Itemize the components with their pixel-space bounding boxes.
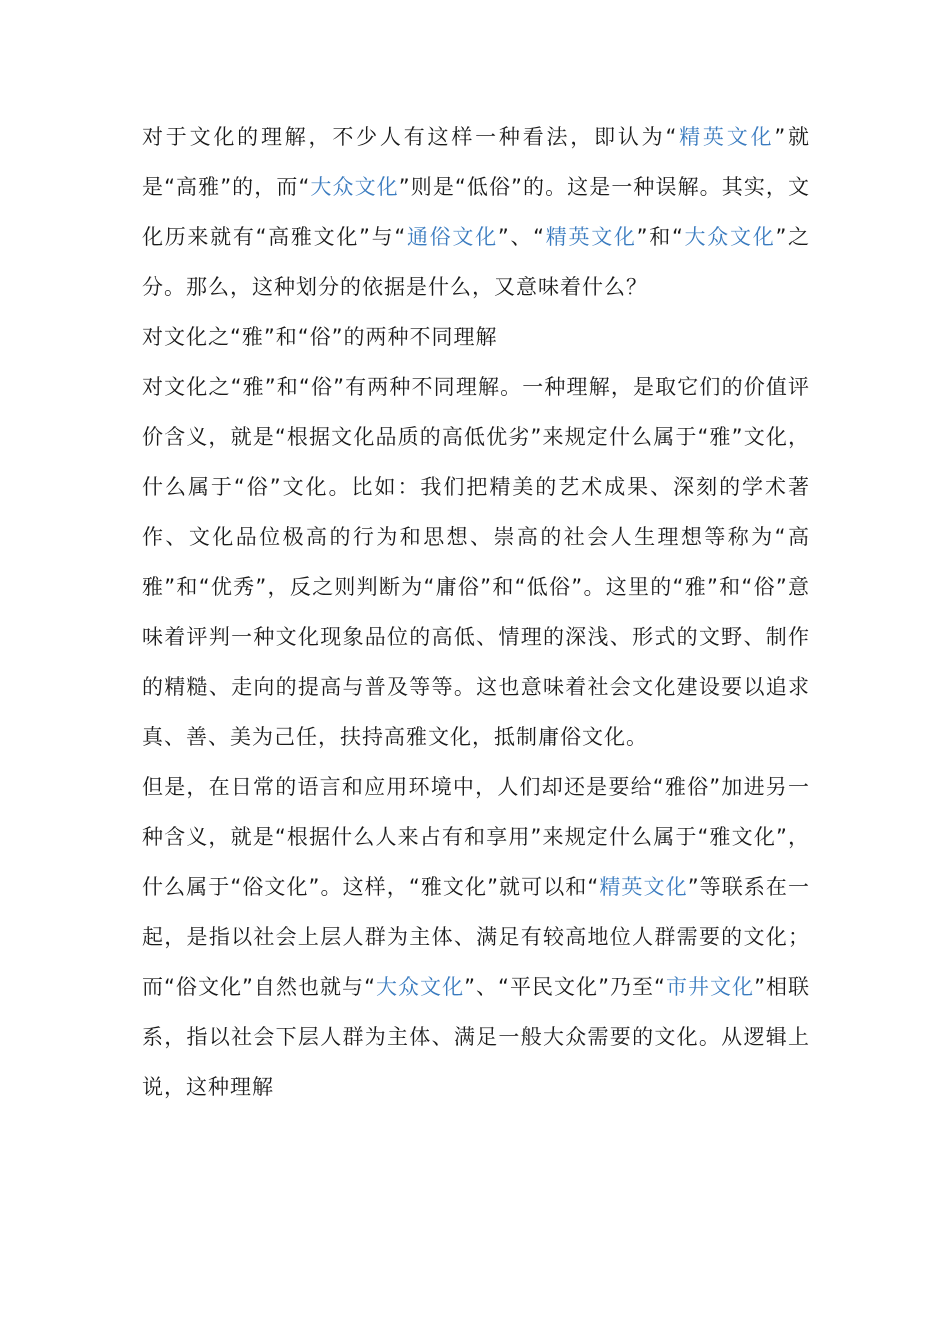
text-segment: 对文化之“雅”和“俗”有两种不同理解。一种理解，是取它们的价值评价含义，就是“根据文化品质的高低优劣”来规定什么属于“雅”文化，什么属于“俗”文化。比如：我们把精美的艺术成果、深刻的学术著作、文化品位极高的行为和思想、崇高的社会人生理想等称为“高雅”和“优秀”，反之则判断为“庸俗”和“低俗”。这里的“雅”和“俗”意味着评判一种文化现象品位的高低、情理的深浅、形式的文野、制作的精糙、走向的提高与普及等等。这也意味着社会文化建设要以追求真、善、美为己任，扶持高雅文化，抵制庸俗文化。 — [142, 375, 810, 749]
text-segment: 对文化之“雅”和“俗”的两种不同理解 — [142, 325, 498, 349]
term-link[interactable]: 通俗文化 — [406, 225, 498, 249]
text-segment: ”、“ — [497, 225, 546, 249]
text-segment: 对于文化的理解，不少人有这样一种看法，即认为“ — [142, 125, 678, 149]
term-link[interactable]: 市井文化 — [665, 975, 755, 999]
text-segment: ”就是“高雅”的，而“ — [142, 125, 810, 199]
text-segment: ”相联系，指以社会下层人群为主体、满足一般大众需要的文化。从逻辑上说，这种理解 — [142, 975, 811, 1099]
paragraph-intro — [142, 112, 810, 312]
term-link[interactable]: 精英文化 — [599, 875, 688, 899]
text-segment: ”之分。那么，这种划分的依据是什么，又意味着什么？ — [142, 225, 811, 299]
document-body — [142, 112, 810, 1112]
paragraph-social-group — [142, 762, 810, 1112]
term-link[interactable]: 精英文化 — [545, 225, 637, 249]
text-segment: 但是，在日常的语言和应用环境中，人们却还是要给“雅俗”加进另一种含义，就是“根据什么人来占有和享用”来规定什么属于“雅文化”，什么属于“俗文化”。这样，“雅文化”就可以和“ — [142, 775, 810, 899]
text-segment: ”等联系在一起，是指以社会上层人群为主体、满足有较高地位人群需要的文化；而“俗文化”自然也就与“ — [142, 875, 811, 999]
term-link[interactable]: 大众文化 — [375, 975, 465, 999]
term-link[interactable]: 精英文化 — [677, 125, 775, 149]
text-segment: ”、“平民文化”乃至“ — [464, 975, 666, 999]
term-link[interactable]: 大众文化 — [683, 225, 776, 249]
paragraph-value-judgement — [142, 362, 810, 762]
section-heading — [142, 312, 810, 362]
term-link[interactable]: 大众文化 — [310, 175, 399, 199]
text-segment: ”和“ — [636, 225, 684, 249]
text-segment: ”则是“低俗”的。这是一种误解。其实，文化历来就有“高雅文化”与“ — [142, 175, 811, 249]
